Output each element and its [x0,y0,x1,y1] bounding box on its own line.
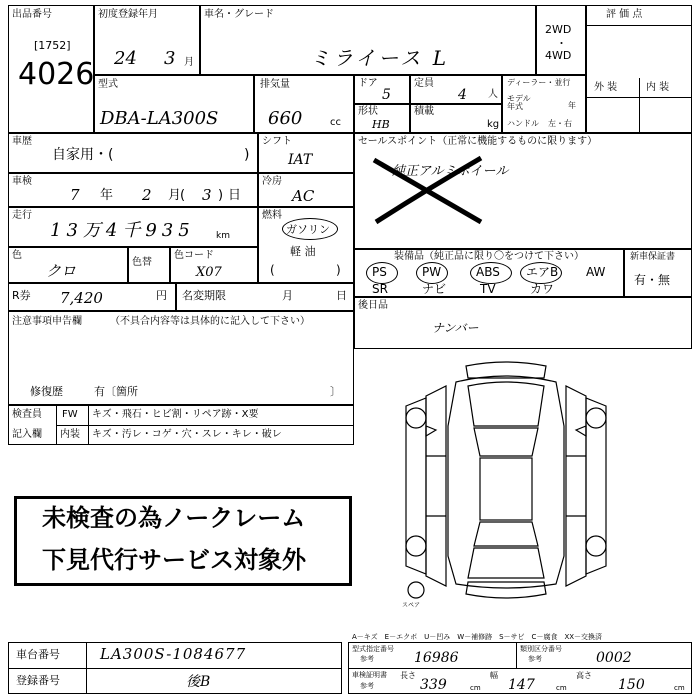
recycle-unit: 円 [156,289,167,302]
equipment-item-2-2: TV [480,282,496,296]
height-value: 150 [618,677,645,693]
lot-label: 出品番号 [12,9,52,20]
ac-value: AC [292,187,315,205]
ref1-label: 型式指定番号 [352,645,394,653]
capacity-unit: 人 [488,89,498,100]
inspector-fw-label: FW [62,409,78,420]
ac-label: 冷房 [262,176,282,187]
shape-value: HB [372,118,390,131]
reg-number-value: 後B [186,674,211,690]
equipment-circle-2 [470,262,512,284]
history-label: 車歴 [12,136,32,147]
score-label: 評 価 点 [606,9,643,20]
mileage-unit: km [216,231,230,241]
drive-2wd: 2WD [545,23,572,36]
equipment-item-1-0: PS [372,265,387,279]
equipment-item-1-4: AW [586,265,606,279]
damage-legend: A－キズ E－エクボ U－凹み W－補修跡 S－サビ C－腐食 XX－交換済 [352,633,603,641]
notes-label: 注意事項申告欄 [12,316,82,327]
fuel-label: 燃料 [262,210,282,221]
equipment-circle-0 [366,262,398,284]
model-year-unit: 年 [568,101,576,110]
drive-sep: ・ [556,37,567,50]
spare-label: スペア [402,602,421,609]
capacity-label: 定員 [414,78,434,89]
width-label: 幅 [490,671,498,680]
inspector-in-label: 内装 [60,429,80,440]
lot-sub: [1752] [34,39,71,52]
color-label: 色 [12,250,22,261]
handle-label: ハンドル [507,119,539,128]
cert-label: 車検証明書 [352,671,387,679]
inspection-month: 2 [142,186,152,204]
type-label: 型式 [98,79,118,90]
equipment-item-1-2: ABS [476,265,500,279]
color-code-value: X07 [196,265,222,280]
width-value: 147 [508,677,535,693]
inspection-day-unit: 日 [228,188,242,203]
length-unit: cm [470,684,481,692]
model-year-label: モデル 年式 [507,94,531,111]
name-change-label: 名変期限 [182,289,226,302]
ref1-value: 16986 [414,650,459,666]
drive-4wd: 4WD [545,49,572,62]
inspection-year: 7 [70,186,80,204]
equipment-item-1-3: エアB [526,265,559,279]
warranty-value: 有・無 [634,273,671,287]
fuel-paren-open: ( [270,263,275,277]
color-value: クロ [46,262,77,280]
doors-label: ドア [358,78,378,89]
inspection-label: 車検 [12,176,32,187]
width-unit: cm [556,684,567,692]
equipment-item-1-1: PW [422,265,442,279]
reg-unit: 月 [184,57,194,68]
history-box [8,133,258,173]
name-change-month: 月 [282,289,293,302]
equipment-circle-3 [520,262,562,284]
reg-month: 3 [164,48,176,69]
equipment-item-2-1: ナビ [422,282,447,296]
length-label: 長さ [400,671,416,680]
notes-sub: （不具合内容等は具体的に記入して下さい） [110,316,310,327]
dealer-label: ディーラー・並行 [507,78,571,87]
reg-number-label: 登録番号 [16,674,60,687]
ref2-label: 類別区分番号 [520,645,562,653]
repair-close: 〕 [330,385,341,398]
chassis-value: LA300S-1084677 [100,645,247,663]
ref2-sub: 参考 [528,655,542,663]
height-label: 高さ [576,671,592,680]
name-change-day: 日 [336,289,347,302]
inspector-label-2: 記入欄 [12,429,42,440]
inspector-fw-items: キズ・飛石・ヒビ割・リペア跡・X要 [92,409,259,420]
repair-value: 有〔箇所 [94,385,138,398]
interior-label: 内 装 [646,82,670,93]
history-close: ) [244,147,250,163]
capacity-value: 4 [458,87,467,103]
reg-year: 24 [114,48,137,69]
warranty-label: 新車保証書 [630,252,676,262]
model-label: 車名・グレード [204,9,274,20]
after-label: 後日品 [358,300,388,311]
model-value: ミライース L [310,46,450,70]
recycle-label: R券 [12,289,31,302]
history-value: 自家用・( [52,147,114,163]
stamp-line-1: 未検査の為ノークレーム [42,504,306,532]
shift-label: シフト [262,136,292,147]
sales-label: セールスポイント（正常に機能するものに限ります） [358,136,598,147]
handle-value: 左・右 [548,119,572,128]
recycle-value: 7,420 [60,289,103,307]
inspection-day: 3 [202,186,212,204]
fuel-gas-circle [282,218,338,240]
displacement-value: 660 [268,108,303,129]
inspection-year-unit: 年 [100,188,114,203]
inspection-month-unit: 月 [168,188,182,203]
load-unit: kg [487,119,500,130]
exterior-label: 外 装 [594,82,618,93]
mileage-value: 13万4千935 [50,220,195,241]
fuel-gas: ガソリン [286,223,330,236]
fuel-diesel: 軽 油 [290,245,316,258]
inspector-label-1: 検査員 [12,409,42,420]
inspector-in-items: キズ・汚レ・コゲ・穴・スレ・キレ・破レ [92,429,282,440]
equipment-circle-1 [416,262,448,284]
shift-value: IAT [288,152,313,168]
cert-sub: 参考 [360,682,374,690]
ref2-value: 0002 [596,650,632,666]
color-code-label: 色コード [174,250,214,261]
height-unit: cm [674,684,685,692]
lot-number: 4026 [18,57,95,92]
car-diagram [396,356,616,616]
length-value: 339 [420,677,447,693]
repair-label: 修復歴 [30,385,63,398]
mileage-label: 走行 [12,210,32,221]
color-change-label: 色替 [132,257,152,268]
displacement-label: 排気量 [260,79,290,90]
load-label: 積載 [414,106,434,117]
shape-label: 形状 [358,106,378,117]
type-value: DBA-LA300S [100,108,219,129]
sales-value: 純正アルミホイール [392,164,509,179]
sales-cross-out [366,150,496,230]
fuel-paren-close: ) [336,263,341,277]
equipment-item-2-3: カワ [530,282,555,296]
chassis-label: 車台番号 [16,648,60,661]
ref1-sub: 参考 [360,655,374,663]
after-box [354,297,692,349]
displacement-unit: cc [330,117,341,128]
equipment-item-2-0: SR [372,282,388,296]
reg-label: 初度登録年月 [98,9,158,20]
after-value: ナンバー [432,321,479,335]
equipment-label: 装備品（純正品に限り〇をつけて下さい） [394,251,584,262]
stamp-line-2: 下見代行サービス対象外 [42,546,306,574]
doors-value: 5 [382,87,391,103]
